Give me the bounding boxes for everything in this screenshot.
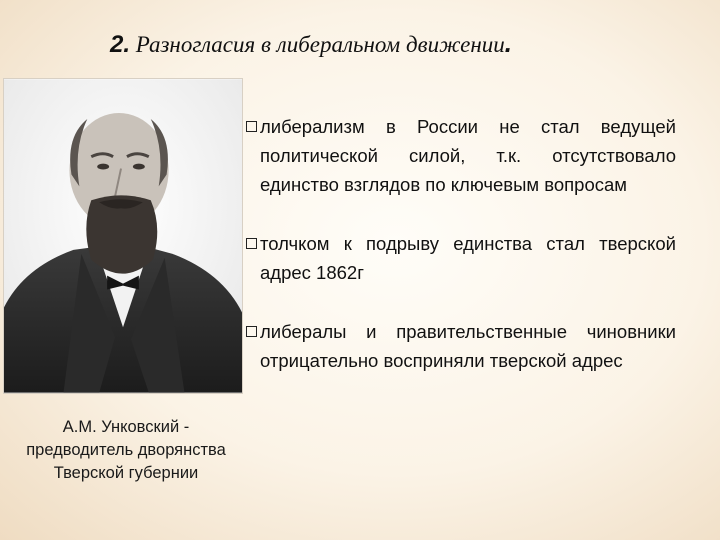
bullet-text: толчком к подрыву единства стал тверской адрес 1862г [260,233,676,283]
hollow-square-bullet-icon [246,238,257,249]
bullet-item [240,112,676,199]
title-text: Разногласия в либеральном движении [135,32,505,57]
portrait-caption: А.М. Унковский - предводитель дворянства Тверской губернии [26,418,226,482]
portrait-photo [3,78,243,394]
portrait-illustration [4,79,242,393]
bullet-list [240,112,676,375]
title-period: . [504,28,513,58]
bullet-text: либерализм в России не стал ведущей политической силой, т.к. отсутствовало единство взглядов по ключевым вопросам [260,116,676,195]
slide-title [110,28,670,62]
bullet-item [240,317,676,375]
bullet-text: либералы и правительственные чиновники отрицательно восприняли тверской адрес [260,321,676,371]
bullet-item [240,229,676,287]
hollow-square-bullet-icon [246,326,257,337]
hollow-square-bullet-icon [246,121,257,132]
title-number: 2. [110,31,131,58]
